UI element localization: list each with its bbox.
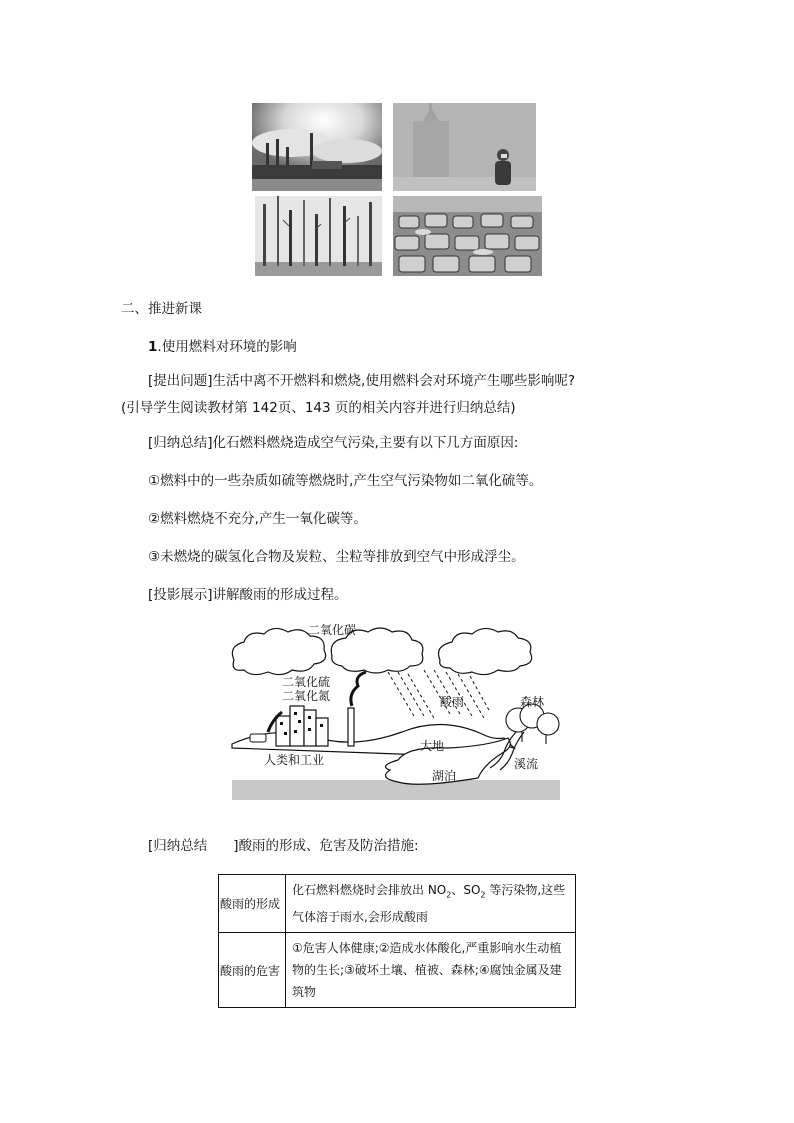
label-no2: 二氧化氮 xyxy=(282,689,331,703)
rain-icon xyxy=(388,670,490,718)
label-forest: 森林 xyxy=(520,695,545,709)
projection-text: 讲解酸雨的形成过程。 xyxy=(212,587,348,603)
label-acid-rain: 酸雨 xyxy=(440,695,465,709)
projection-tag: [投影展示] xyxy=(148,587,213,603)
subsection-text: .使用燃料对环境的影响 xyxy=(157,339,297,355)
label-so2: 二氧化硫 xyxy=(282,675,331,689)
dead-forest-photo xyxy=(255,196,382,276)
traffic-jam-photo xyxy=(393,196,542,276)
summary-text: 化石燃料燃烧造成空气污染,主要有以下几方面原因: xyxy=(212,435,519,451)
label-land: 大地 xyxy=(420,739,445,753)
dead-trees-icon xyxy=(255,196,382,276)
summary2-text: 酸雨的形成、危害及防治措施: xyxy=(238,838,419,854)
subsection-number: 1 xyxy=(148,339,158,355)
forest-icon xyxy=(506,704,559,744)
projection-paragraph xyxy=(121,582,591,609)
acid-rain-summary xyxy=(121,833,591,860)
smoke-plume xyxy=(351,672,366,706)
summary-tag: [归纳总结] xyxy=(148,435,213,451)
point-2: ②燃料燃烧不充分,产生一氧化碳等。 xyxy=(148,511,367,527)
label-co2: 二氧化碳 xyxy=(308,623,357,637)
acid-rain-diagram xyxy=(228,620,564,804)
table-value-harm: ①危害人体健康;②造成水体酸化,严重影响水生动植物的生长;③破坏土壤、植被、森林;④腐蚀金属及建筑物 xyxy=(286,933,576,1008)
label-lake: 湖泊 xyxy=(432,769,457,783)
factory-buildings-icon xyxy=(276,706,354,746)
subsection-title xyxy=(148,337,297,357)
label-industry: 人类和工业 xyxy=(264,753,325,767)
cloud-icon xyxy=(232,628,531,675)
point-1: ①燃料中的一些杂质如硫等燃烧时,产生空气污染物如二氧化硫等。 xyxy=(148,473,543,489)
traffic-icon xyxy=(393,196,542,276)
question-text: 生活中离不开燃料和燃烧,使用燃料会对环境产生哪些影响呢?(引导学生阅读教材第 142页、143 页的相关内容并进行归纳总结) xyxy=(121,373,576,416)
ground-base xyxy=(232,780,560,800)
point-3: ③未燃烧的碳氢化合物及炭粒、尘粒等排放到空气中形成浮尘。 xyxy=(148,549,525,565)
table-row xyxy=(219,875,576,933)
smog-city-photo xyxy=(393,103,536,191)
table-key-harm: 酸雨的危害 xyxy=(219,933,286,1008)
smog-icon xyxy=(393,103,536,191)
factory-smoke-icon xyxy=(252,103,382,191)
summary2-tag-close: ] xyxy=(233,838,239,854)
table-key-formation: 酸雨的形成 xyxy=(219,875,286,933)
car-icon xyxy=(250,734,266,742)
summary2-tag-open: [归纳总结 xyxy=(148,838,208,854)
factory-smoke-photo xyxy=(252,103,382,191)
table-row xyxy=(219,933,576,1008)
question-tag: [提出问题] xyxy=(148,373,213,389)
question-paragraph xyxy=(121,368,591,422)
label-stream: 溪流 xyxy=(514,757,539,771)
table-value-formation: 化石燃料燃烧时会排放出 $NO_2$、$SO_2$ 等污染物,这些气体溶于雨水,会形成酸雨 xyxy=(286,875,576,933)
summary-paragraph xyxy=(121,430,591,457)
acid-rain-table xyxy=(218,874,576,1008)
section-title: 二、推进新课 xyxy=(121,301,202,317)
